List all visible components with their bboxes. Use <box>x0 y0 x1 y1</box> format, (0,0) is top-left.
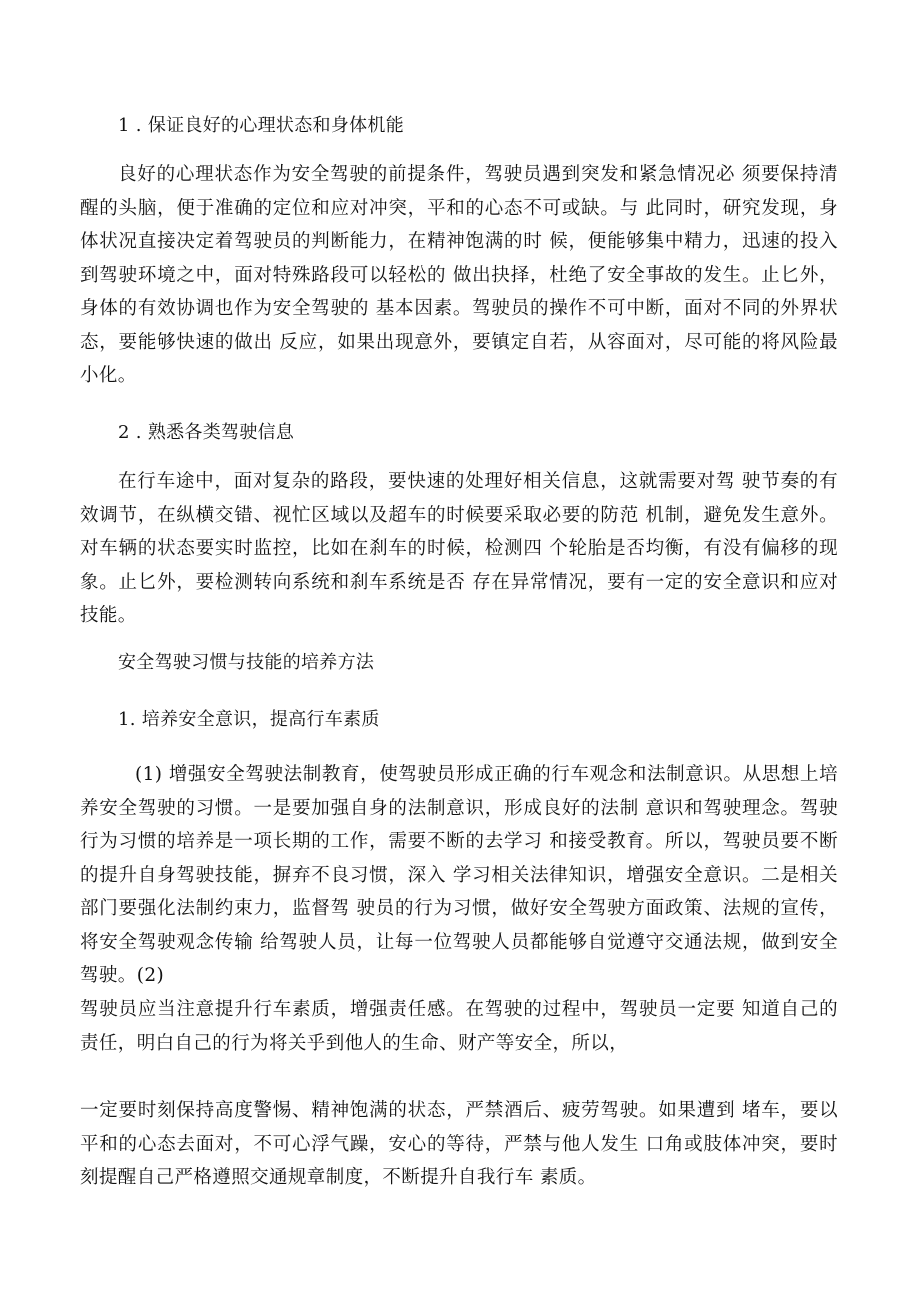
section-heading-2: 2 . 熟悉各类驾驶信息 <box>118 422 295 443</box>
item-paragraph-3: 一定要时刻保持高度警惕、精神饱满的状态，严禁酒后、疲劳驾驶。如果遭到 堵车，要以平和的心态去面对，不可心浮气躁，安心的等待，严禁与他人发生 口角或肢体冲突，要时刻提醒自己严格遵照交通规章制度，不断提升自我行车 素质。 <box>80 1100 838 1188</box>
item-paragraph-2: 驾驶员应当注意提升行车素质，增强责任感。在驾驶的过程中，驾驶员一定要 知道自己的责任，明白自己的行为将关乎到他人的生命、财产等安全，所以， <box>80 999 838 1054</box>
part-title: 安全驾驶习惯与技能的培养方法 <box>118 652 375 673</box>
item-paragraph-1: (1) 增强安全驾驶法制教育，使驾驶员形成正确的行车观念和法制意识。从思想上培养安全驾驶的习惯。一是要加强自身的法制意识，形成良好的法制 意识和驾驶理念。驾驶行为习惯的培养是一项长期的工作，需要不断的去学习 和接受教育。所以，驾驶员要不断的提升自身驾驶技能，摒弃不良习惯，深入 学习相关法律知识，增强安全意识。二是相关部门要强化法制约束力，监督驾 驶员的行为习惯，做好安全驾驶方面政策、法规的宣传，将安全驾驶观念传输 给驾驶人员，让每一位驾驶人员都能够自觉遵守交通法规，做到安全驾驶。(2) <box>80 764 838 986</box>
section-heading-1: 1 . 保证良好的心理状态和身体机能 <box>118 115 405 136</box>
section-paragraph-2: 在行车途中，面对复杂的路段，要快速的处理好相关信息，这就需要对驾 驶节奏的有效调节，在纵横交错、视忙区域以及超车的时候要采取必要的防范 机制，避免发生意外。对车辆的状态要实时监控，比如在刹车的时候，检测四 个轮胎是否均衡，有没有偏移的现象。止匕外，要检测转向系统和刹车系统是否 存在异常情况，要有一定的安全意识和应对技能。 <box>80 471 838 626</box>
section-paragraph-1: 良好的心理状态作为安全驾驶的前提条件，驾驶员遇到突发和紧急情况必 须要保持清醒的头脑，便于准确的定位和应对冲突，平和的心态不可或缺。与 此同时，研究发现，身体状况直接决定着驾驶员的判断能力，在精神饱满的时 候，便能够集中精力，迅速的投入到驾驶环境之中，面对特殊路段可以轻松的 做出抉择，杜绝了安全事故的发生。止匕外，身体的有效协调也作为安全驾驶的 基本因素。驾驶员的操作不可中断，面对不同的外界状态，要能够快速的做出 反应，如果出现意外，要镇定自若，从容面对，尽可能的将风险最小化。 <box>80 164 838 386</box>
subheading: 1. 培养安全意识，提高行车素质 <box>118 709 380 730</box>
